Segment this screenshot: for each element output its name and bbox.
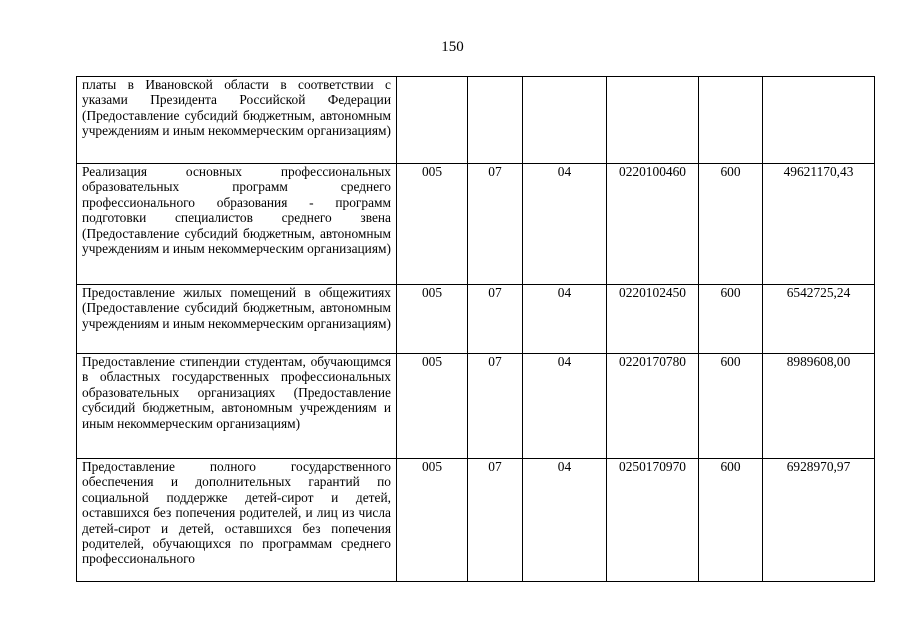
- subsection-code: 04: [523, 164, 607, 285]
- section-code: 07: [468, 354, 523, 459]
- table-row: [77, 459, 875, 582]
- row-description: Предоставление стипендии студентам, обучающимся в областных государственных профессиональных образовательных организациях (Предоставление субсидий бюджетным, автономным учреждениям и иным некоммерческим организациям): [77, 354, 397, 459]
- expense-type-code: 600: [699, 459, 763, 582]
- ministry-code: 005: [397, 459, 468, 582]
- expense-type-code: 600: [699, 164, 763, 285]
- amount-value: 49621170,43: [763, 164, 875, 285]
- ministry-code: 005: [397, 354, 468, 459]
- amount-value: 6542725,24: [763, 285, 875, 354]
- subsection-code: 04: [523, 354, 607, 459]
- page-number: 150: [441, 39, 464, 55]
- target-item-code: 0250170970: [607, 459, 699, 582]
- subsection-code: 04: [523, 459, 607, 582]
- ministry-code: 005: [397, 164, 468, 285]
- expense-type-code: [699, 77, 763, 164]
- ministry-code: [397, 77, 468, 164]
- budget-table: [76, 76, 875, 582]
- subsection-code: 04: [523, 285, 607, 354]
- target-item-code: [607, 77, 699, 164]
- amount-value: [763, 77, 875, 164]
- target-item-code: 0220102450: [607, 285, 699, 354]
- section-code: 07: [468, 459, 523, 582]
- target-item-code: 0220100460: [607, 164, 699, 285]
- table-row: [77, 354, 875, 459]
- table-row: [77, 285, 875, 354]
- row-description: Предоставление полного государственного обеспечения и дополнительных гарантий по социальной поддержке детей-сирот и детей, оставшихся без попечения родителей, и лиц из числа детей-сирот и детей, оставшихся без попечения родителей, обучающихся по программам среднего профессионального: [77, 459, 397, 582]
- target-item-code: 0220170780: [607, 354, 699, 459]
- section-code: 07: [468, 164, 523, 285]
- expense-type-code: 600: [699, 285, 763, 354]
- row-description: Реализация основных профессиональных образовательных программ среднего профессионального образования - программ подготовки специалистов среднего звена (Предоставление субсидий бюджетным, автономным учреждениям и иным некоммерческим организациям): [77, 164, 397, 285]
- expense-type-code: 600: [699, 354, 763, 459]
- ministry-code: 005: [397, 285, 468, 354]
- table-row: [77, 77, 875, 164]
- subsection-code: [523, 77, 607, 164]
- amount-value: 6928970,97: [763, 459, 875, 582]
- row-description: платы в Ивановской области в соответствии с указами Президента Российской Федерации (Предоставление субсидий бюджетным, автономным учреждениям и иным некоммерческим организациям): [77, 77, 397, 164]
- table-row: [77, 164, 875, 285]
- row-description: Предоставление жилых помещений в общежитиях (Предоставление субсидий бюджетным, автономным учреждениям и иным некоммерческим организациям): [77, 285, 397, 354]
- amount-value: 8989608,00: [763, 354, 875, 459]
- section-code: [468, 77, 523, 164]
- section-code: 07: [468, 285, 523, 354]
